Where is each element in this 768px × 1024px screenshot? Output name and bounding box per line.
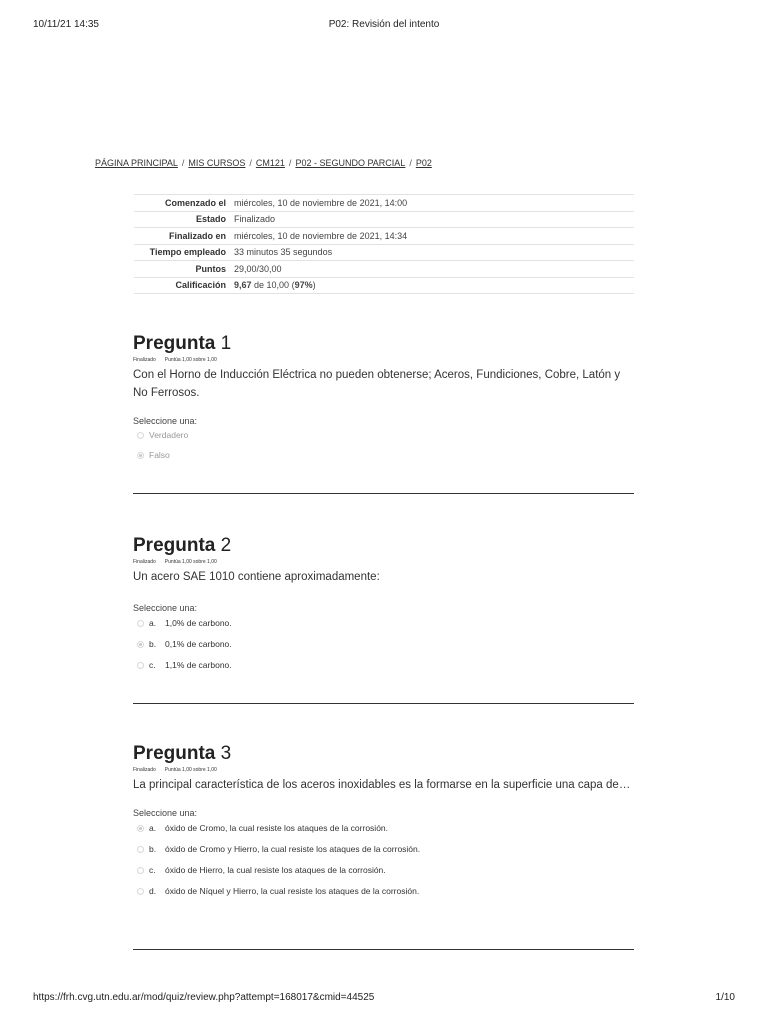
summary-row — [134, 244, 634, 261]
question-word: Pregunta — [133, 333, 216, 354]
summary-label: Comenzado el — [134, 195, 230, 212]
answer-option[interactable] — [133, 446, 634, 466]
answer-options — [133, 426, 634, 465]
answer-prompt: Seleccione una: — [133, 808, 198, 818]
grade-percent: 97% — [294, 280, 313, 291]
option-letter: b. — [149, 844, 157, 854]
option-text: óxido de Cromo, la cual resiste los ataques de la corrosión. — [165, 823, 389, 833]
question-word: Pregunta — [133, 743, 216, 764]
question-text: Un acero SAE 1010 contiene aproximadamente: — [133, 571, 380, 583]
answer-option[interactable] — [133, 655, 634, 676]
summary-row — [134, 195, 634, 212]
summary-value: 33 minutos 35 segundos — [230, 244, 634, 261]
option-text: 1,1% de carbono. — [165, 660, 232, 670]
option-text: Falso — [149, 449, 170, 460]
radio-button[interactable] — [137, 867, 144, 874]
answer-option[interactable] — [133, 839, 634, 860]
radio-button[interactable] — [137, 620, 144, 627]
summary-row — [134, 261, 634, 278]
print-url: https://frh.cvg.utn.edu.ar/mod/quiz/review.php?attempt=168017&cmid=44525 — [33, 992, 375, 1003]
option-letter: a. — [149, 823, 157, 833]
radio-button[interactable] — [137, 432, 144, 439]
breadcrumb-separator: / — [249, 158, 252, 168]
grade-label: Calificación — [134, 277, 230, 294]
breadcrumb-separator: / — [181, 158, 185, 168]
option-letter: a. — [149, 618, 157, 628]
question-points: Puntúa 1,00 sobre 1,00 — [164, 357, 217, 363]
summary-label: Puntos — [134, 261, 230, 278]
question-info — [133, 357, 634, 363]
summary-row — [134, 211, 634, 228]
radio-button-selected[interactable] — [137, 641, 144, 648]
answer-option[interactable] — [133, 426, 634, 446]
question-title — [133, 535, 634, 557]
breadcrumb-separator: / — [409, 158, 412, 168]
answer-prompt: Seleccione una: — [133, 603, 198, 613]
question-divider — [133, 703, 634, 704]
breadcrumb-separator: / — [288, 158, 292, 168]
question-divider — [133, 493, 634, 494]
summary-value: miércoles, 10 de noviembre de 2021, 14:34 — [230, 228, 634, 245]
option-letter: d. — [149, 886, 157, 896]
breadcrumb-section[interactable]: P02 - SEGUNDO PARCIAL — [295, 158, 406, 168]
grade-middle: de 10,00 ( — [251, 280, 295, 291]
question-number: 1 — [220, 333, 232, 354]
summary-label: Estado — [134, 211, 230, 228]
question-3 — [133, 743, 634, 902]
question-title — [133, 743, 634, 765]
question-status: Finalizado — [133, 767, 156, 773]
radio-button[interactable] — [137, 662, 144, 669]
grade-value — [230, 277, 634, 294]
option-text: 1,0% de carbono. — [165, 618, 232, 628]
question-text: La principal característica de los aceros inoxidables es la formarse en la superficie una capa de… — [133, 779, 631, 791]
answer-option[interactable] — [133, 860, 634, 881]
radio-button[interactable] — [137, 888, 144, 895]
summary-label: Finalizado en — [134, 228, 230, 245]
question-number: 3 — [220, 743, 232, 764]
summary-value: miércoles, 10 de noviembre de 2021, 14:00 — [230, 195, 634, 212]
answer-options — [133, 818, 634, 902]
answer-option[interactable] — [133, 881, 634, 902]
summary-row — [134, 228, 634, 245]
option-text: 0,1% de carbono. — [165, 639, 232, 649]
print-datetime: 10/11/21 14:35 — [33, 19, 99, 30]
answer-prompt: Seleccione una: — [133, 416, 198, 426]
question-1 — [133, 333, 634, 465]
answer-options — [133, 613, 634, 676]
question-points: Puntúa 1,00 sobre 1,00 — [164, 767, 217, 773]
breadcrumb-my-courses[interactable]: MIS CURSOS — [188, 158, 246, 168]
option-text: Verdadero — [149, 430, 189, 440]
summary-label: Tiempo empleado — [134, 244, 230, 261]
summary-value: Finalizado — [230, 211, 634, 228]
print-page-title: P02: Revisión del intento — [328, 19, 440, 30]
breadcrumb-course[interactable]: CM121 — [255, 158, 285, 168]
question-word: Pregunta — [133, 535, 216, 556]
option-text: óxido de Níquel y Hierro, la cual resiste los ataques de la corrosión. — [165, 886, 420, 896]
breadcrumb — [95, 158, 432, 168]
question-info — [133, 767, 634, 773]
grade-row — [134, 277, 634, 294]
option-letter: c. — [149, 660, 156, 670]
question-info — [133, 559, 634, 565]
radio-button-selected[interactable] — [137, 452, 144, 459]
answer-option[interactable] — [133, 613, 634, 634]
question-points: Puntúa 1,00 sobre 1,00 — [164, 559, 217, 565]
breadcrumb-home[interactable]: PÁGINA PRINCIPAL — [95, 158, 178, 168]
radio-button[interactable] — [137, 846, 144, 853]
question-2 — [133, 535, 634, 676]
option-letter: b. — [149, 639, 157, 649]
question-text: Con el Horno de Inducción Eléctrica no pueden obtenerse; Aceros, Fundiciones, Cobre, Latón y No Ferrosos. — [133, 369, 621, 399]
answer-option[interactable] — [133, 634, 634, 655]
answer-option[interactable] — [133, 818, 634, 839]
option-letter: c. — [149, 865, 156, 875]
question-divider — [133, 949, 634, 950]
grade-score: 9,67 — [234, 280, 252, 291]
print-page-number: 1/10 — [715, 992, 735, 1003]
grade-end: ) — [312, 280, 316, 291]
attempt-summary-table — [134, 194, 634, 294]
question-number: 2 — [220, 535, 232, 556]
question-status: Finalizado — [133, 357, 156, 363]
summary-value: 29,00/30,00 — [230, 261, 634, 278]
question-status: Finalizado — [133, 559, 156, 565]
option-text: óxido de Hierro, la cual resiste los ataques de la corrosión. — [165, 865, 386, 875]
option-text: óxido de Cromo y Hierro, la cual resiste los ataques de la corrosión. — [165, 844, 421, 854]
question-title — [133, 333, 634, 355]
radio-button-selected[interactable] — [137, 825, 144, 832]
breadcrumb-quiz[interactable]: P02 — [415, 158, 432, 168]
